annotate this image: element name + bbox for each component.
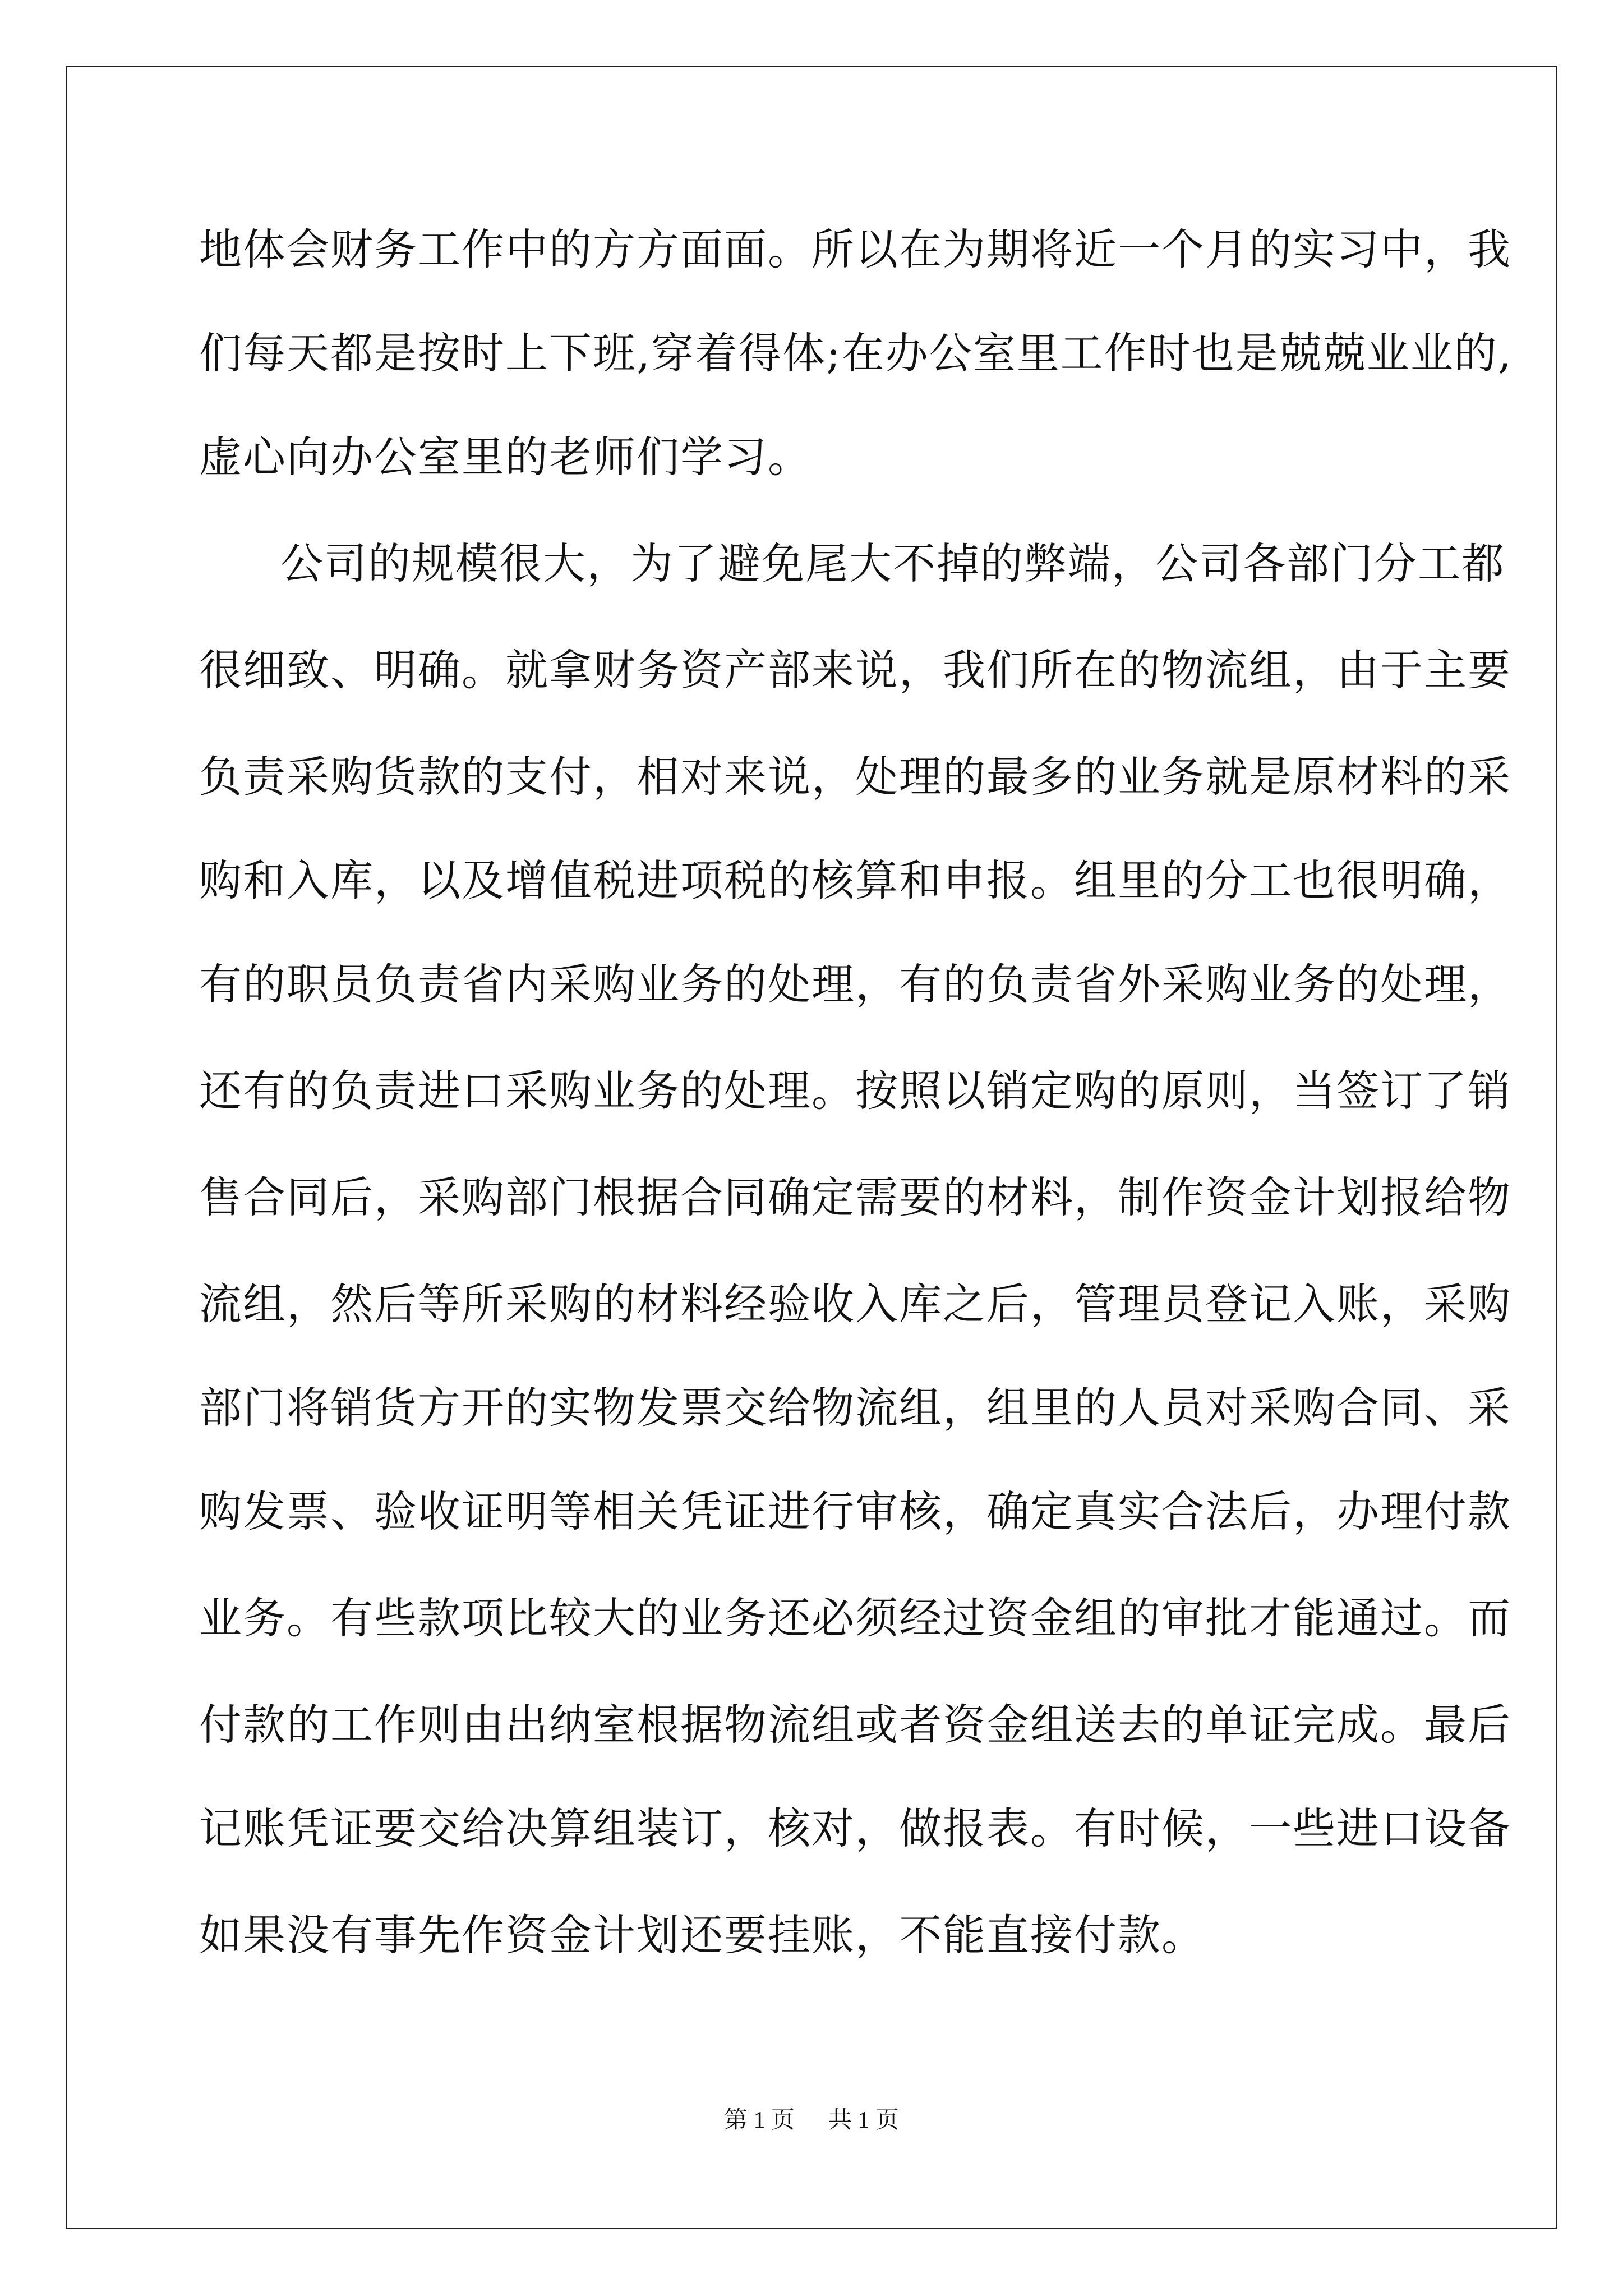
text-line: 售合同后，采购部门根据合同确定需要的材料，制作资金计划报给物 <box>199 1172 1511 1222</box>
text-line: 虚心向办公室里的老师们学习。 <box>199 432 811 482</box>
text-line: 记账凭证要交给决算组装订，核对，做报表。有时候，一些进口设备 <box>199 1803 1511 1853</box>
text-line: 负责采购货款的支付，相对来说，处理的最多的业务就是原材料的采 <box>199 752 1511 802</box>
text-line: 购和入库，以及增值税进项税的核算和申报。组里的分工也很明确， <box>199 855 1511 905</box>
text-line: 流组，然后等所采购的材料经验收入库之后，管理员登记入账，采购 <box>199 1279 1511 1329</box>
paragraph-first-line: 公司的规模很大，为了避免尾大不掉的弊端，公司各部门分工都 <box>280 539 1505 588</box>
text-line: 还有的负责进口采购业务的处理。按照以销定购的原则，当签订了销 <box>199 1066 1511 1116</box>
text-line: 购发票、验收证明等相关凭证进行审核，确定真实合法后，办理付款 <box>199 1487 1511 1536</box>
page-number: 第 1 页 <box>723 2108 795 2133</box>
text-line: 如果没有事先作资金计划还要挂账，不能直接付款。 <box>199 1910 1205 1960</box>
text-line: 付款的工作则由出纳室根据物流组或者资金组送去的单证完成。最后 <box>199 1700 1511 1750</box>
text-line: 们每天都是按时上下班,穿着得体;在办公室里工作时也是兢兢业业的, <box>199 328 1513 378</box>
text-line: 很细致、明确。就拿财务资产部来说，我们所在的物流组，由于主要 <box>199 645 1511 695</box>
text-line: 有的职员负责省内采购业务的处理，有的负责省外采购业务的处理， <box>199 959 1511 1009</box>
text-line: 地体会财务工作中的方方面面。所以在为期将近一个月的实习中，我 <box>199 224 1511 274</box>
text-line: 部门将销货方开的实物发票交给物流组，组里的人员对采购合同、采 <box>199 1383 1511 1433</box>
page-total: 共 1 页 <box>828 2108 900 2133</box>
text-line: 业务。有些款项比较大的业务还必须经过资金组的审批才能通过。而 <box>199 1593 1511 1643</box>
page-footer <box>0 2104 1623 2137</box>
